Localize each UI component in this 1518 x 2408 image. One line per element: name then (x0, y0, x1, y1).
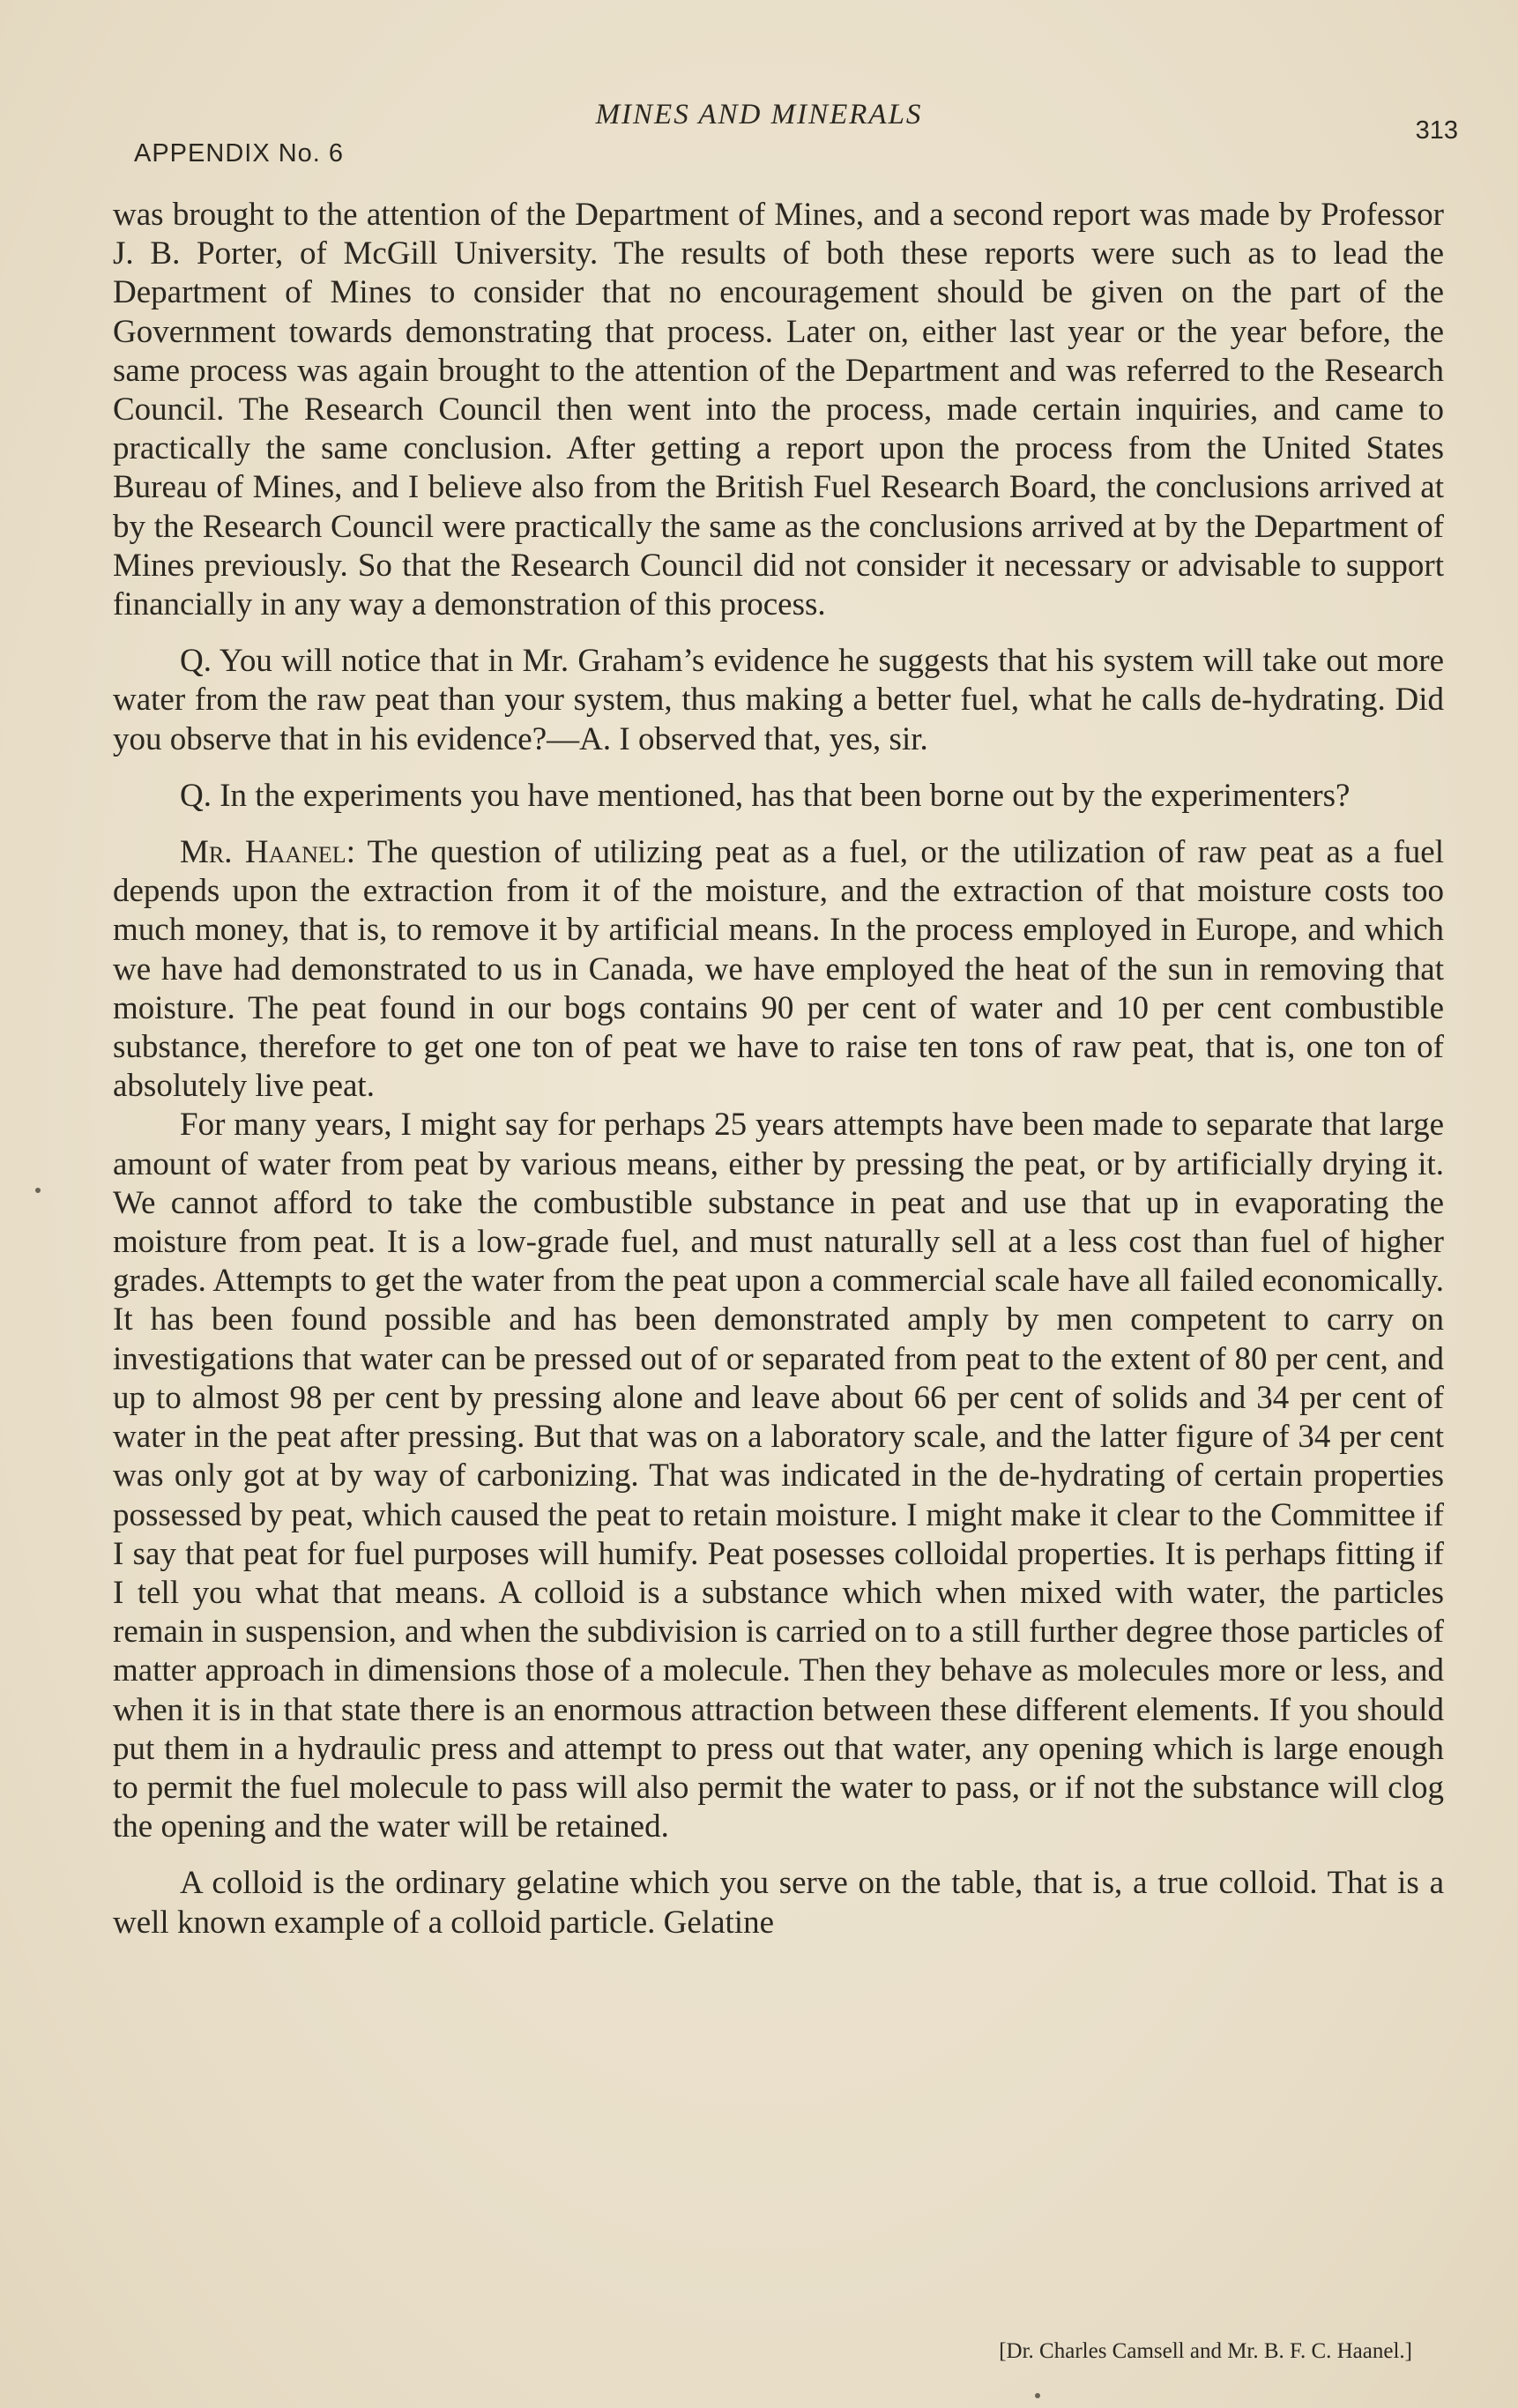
appendix-label: APPENDIX No. 6 (134, 139, 345, 168)
paragraph-5: For many years, I might say for perhaps 25 years attempts have been made to separate that large amount of water from peat by various means, either by pressing the peat, or by artificially drying it. We cannot afford to take the combustible substance in peat and use that up in evaporating the moisture from peat. It is a low-grade fuel, and must naturally sell at a less cost than fuel of higher grades. Attempts to get the water from the peat upon a commercial scale have all failed economically. It has been found possible and has been demonstrated amply by men competent to carry on investigations that water can be pressed out of or separated from peat to the extent of 80 per cent, and up to almost 98 per cent by pressing alone and leave about 66 per cent of solids and 34 per cent of water in the peat after pressing. But that was on a laboratory scale, and the latter figure of 34 per cent was only got at by way of carbonizing. That was indicated in the de-hydrating of certain properties possessed by peat, which caused the peat to retain moisture. I might make it clear to the Committee if I say that peat for fuel purposes will humify. Peat posesses colloidal properties. It is perhaps fitting if I tell you what that means. A colloid is a substance which when mixed with water, the particles remain in suspension, and when the subdivision is carried on to a still further degree those particles of matter approach in dimensions those of a molecule. Then they behave as molecules more or less, and when it is in that state there is an enormous attraction between these different elements. If you should put them in a hydraulic press and attempt to press out that water, any opening which is large enough to permit the fuel molecule to pass will also permit the water to pass, or if not the substance will clog the opening and the water will be retained. (113, 1107, 1444, 1845)
print-speck (35, 1188, 41, 1193)
paragraph-6: A colloid is the ordinary gelatine which you serve on the table, that is, a true colloid. That is a well known example of a colloid particle. Gelatine (113, 1865, 1444, 1941)
paragraph-4-text: : The question of utilizing peat as a fuel, or the utilization of raw peat as a fuel depends upon the extraction from it of the moisture, and the extraction of that moisture costs too much money, that is, to remove it by artificial means. In the process employed in Europe, and which we have had demonstrated to us in Canada, we have employed the heat of the sun in removing that moisture. The peat found in our bogs contains 90 per cent of water and 10 per cent combustible substance, therefore to get one ton of peat we have to raise ten tons of raw peat, that is, one ton of absolutely live peat. (113, 834, 1444, 1105)
paragraph-3: Q. In the experiments you have mentioned, has that been borne out by the experimenters? (180, 777, 1351, 814)
paragraph-1: was brought to the attention of the Department of Mines, and a second report was made by Professor J. B. Porter, of McGill University. The results of both these reports were such as to lead the Department of Mines to consider that no encouragement should be given on the part of the Government towards demonstrating that process. Later on, either last year or the year before, the same process was again brought to the attention of the Department and was referred to the Research Council. The Research Council then went into the process, made certain inquiries, and came to practically the same conclusion. After getting a report upon the process from the United States Bureau of Mines, and I believe also from the British Fuel Research Board, the conclusions arrived at by the Research Council were practically the same as the conclusions arrived at by the Department of Mines previously. So that the Research Council did not consider it necessary or advisable to support financially in any way a demonstration of this process. (113, 197, 1444, 623)
running-title: MINES AND MINERALS (595, 99, 923, 130)
speaker-name: Mr. Haanel (180, 834, 346, 871)
footer-note: [Dr. Charles Camsell and Mr. B. F. C. Haanel.] (999, 2339, 1412, 2363)
page-number: 313 (1415, 116, 1458, 145)
print-speck (1035, 2393, 1040, 2398)
paragraph-4 (113, 833, 1444, 1106)
body-text (113, 196, 1444, 1942)
paragraph-2: Q. You will notice that in Mr. Graham’s evidence he suggests that his system will take out more water from the raw peat than your system, thus making a better fuel, what he calls de-hydrating. Did you observe that in his evidence?—A. I observed that, yes, sir. (113, 643, 1444, 757)
